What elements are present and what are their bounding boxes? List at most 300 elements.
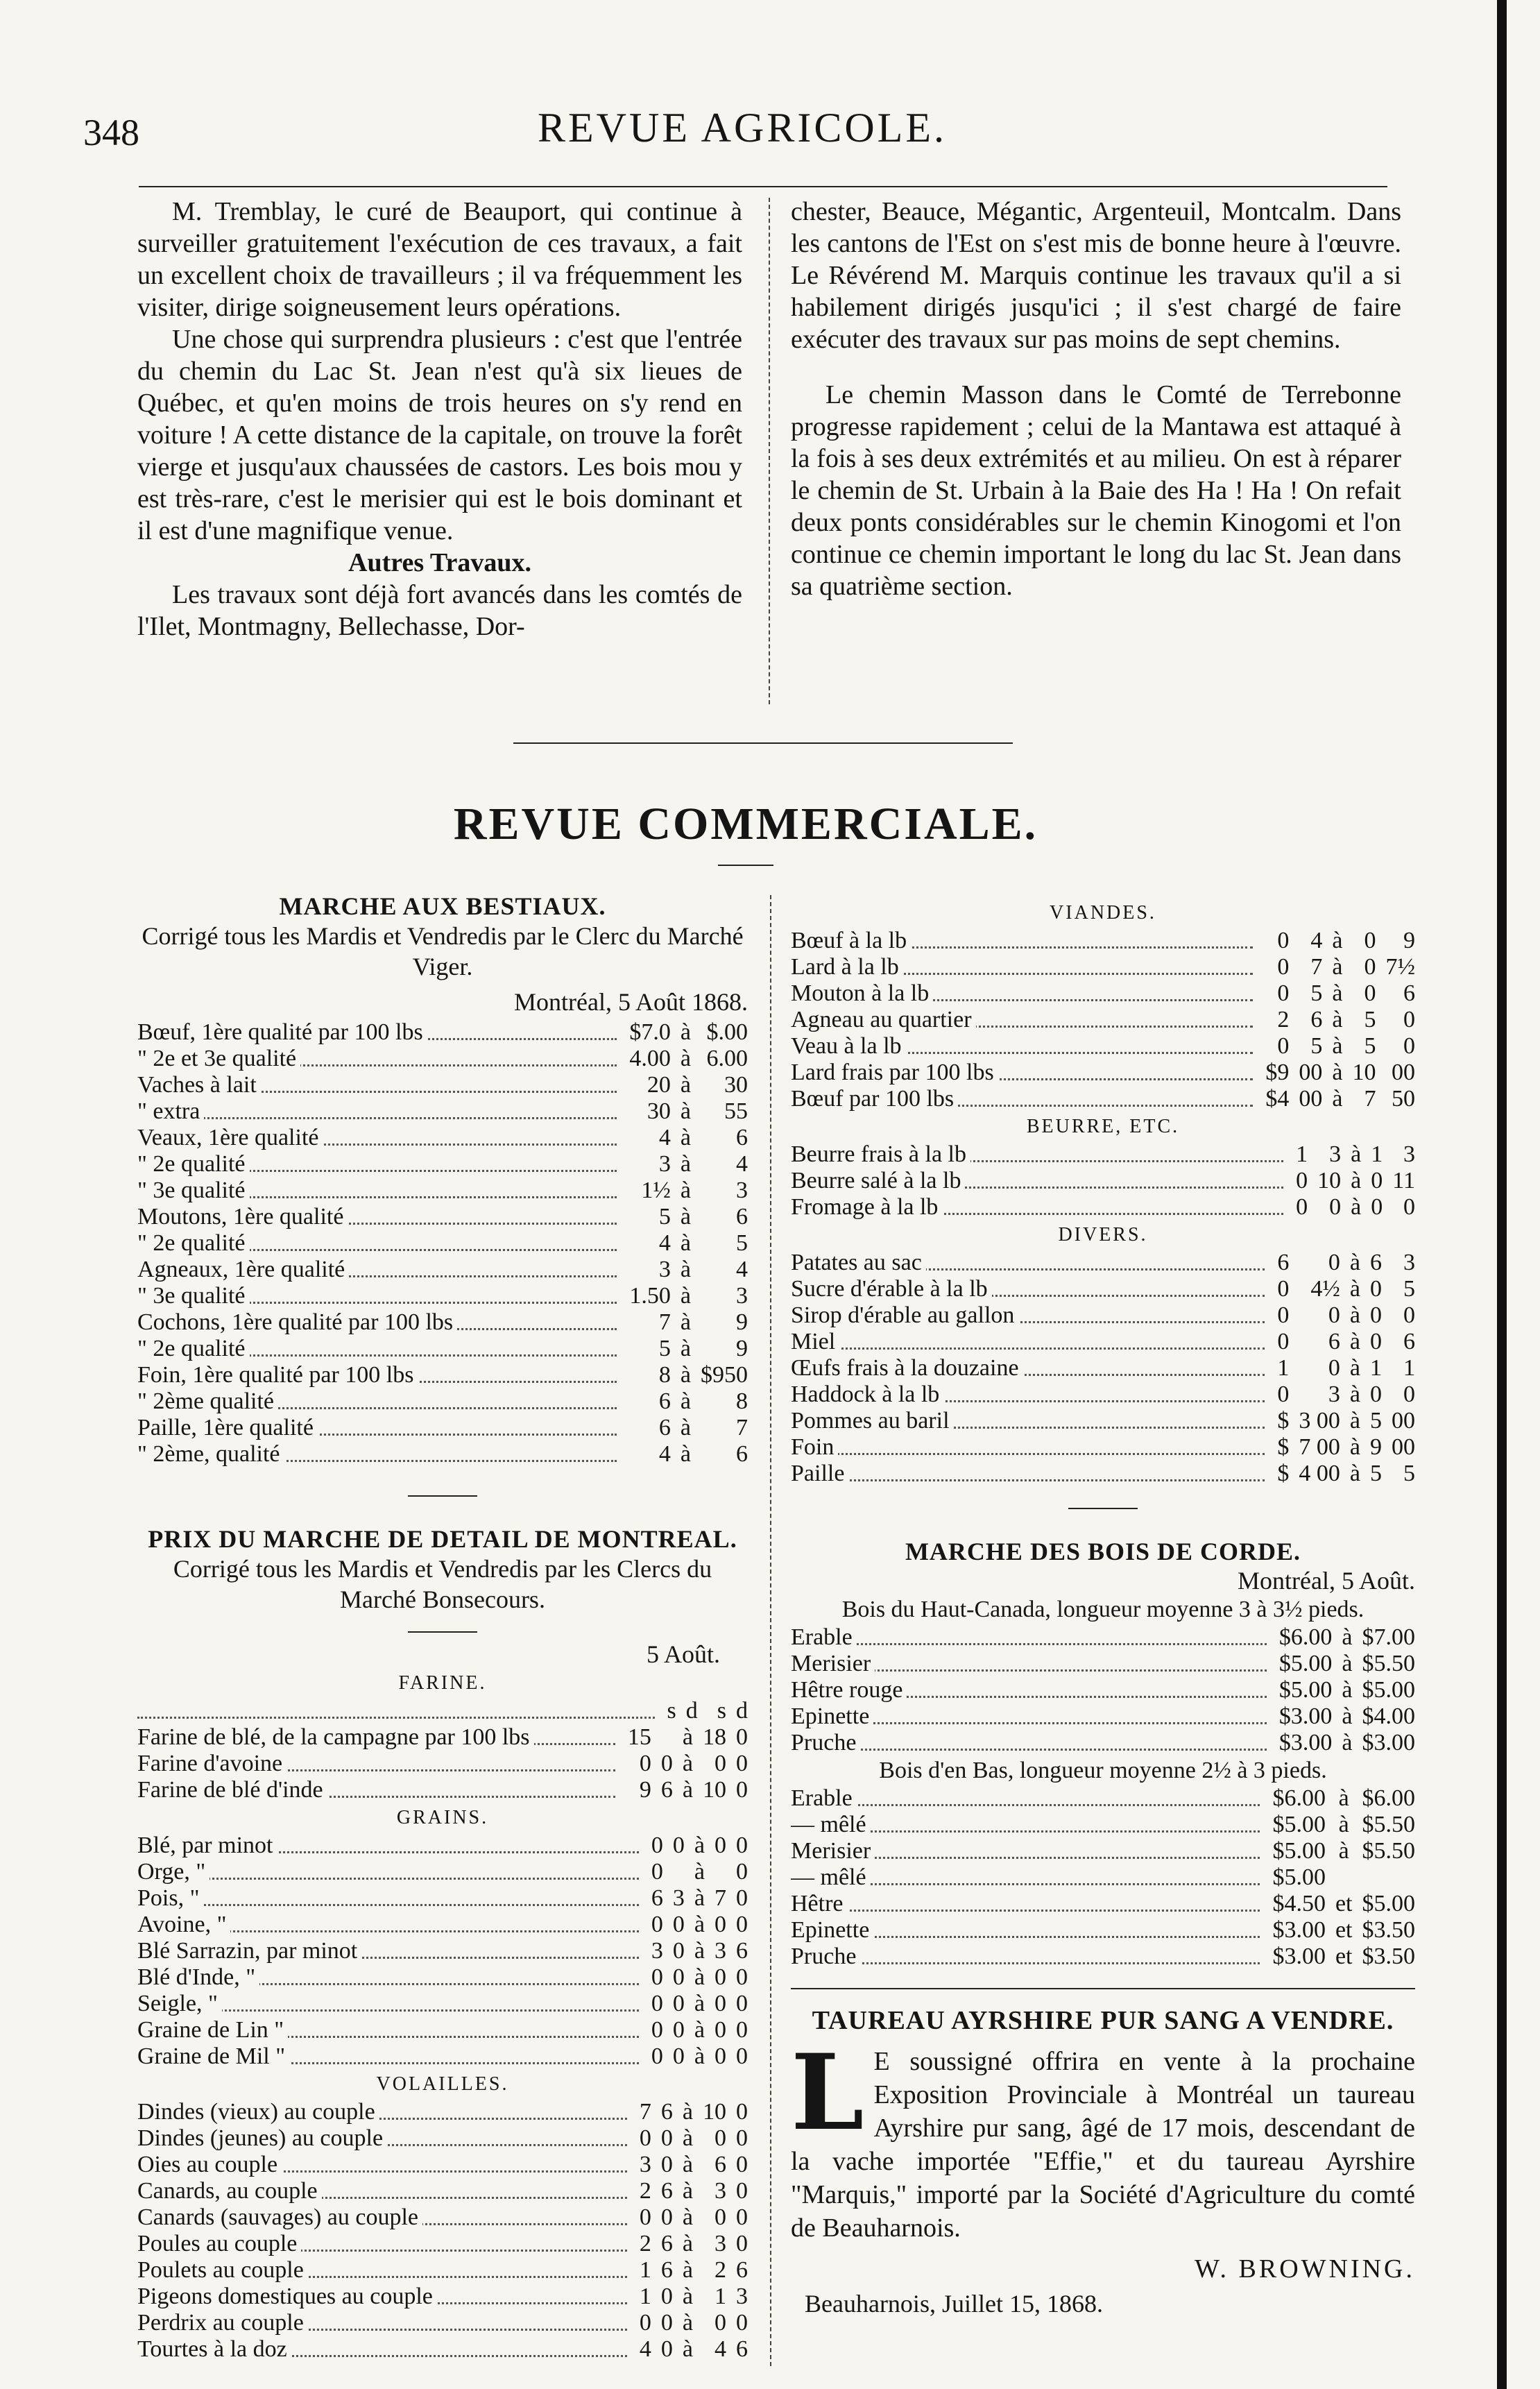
row-value: 0 [1364,954,1376,980]
section-rule [513,742,1013,744]
row-value: $4.50 [1272,1891,1326,1916]
row-value: 4 [736,1257,748,1282]
row-value: 3 [715,2178,726,2204]
table-row [791,1007,1415,1033]
row-value: 20 [647,1072,671,1098]
row-value: $5.00 [1272,1864,1326,1890]
table-row [137,2336,748,2363]
drop-cap: L [791,2032,864,2154]
row-value [651,1724,673,1751]
row-value: 0 [736,1964,748,1990]
row-value: 0 [736,2204,748,2230]
table-row [791,1891,1415,1917]
row-value: 6 [1403,980,1415,1006]
paragraph: chester, Beauce, Mégantic, Argenteuil, Montcalm. Dans les cantons de l'Est on s'est mis de bonne heure à l'œuvre. Le Révérend M. Marquis continue les travaux qu'il a si habilement dirigés jusqu'ici ; il s'est chargé de faire exécuter des travaux sur pas moins de sept chemins. [791,197,1401,354]
detail-note: Corrigé tous les Mardis et Vendredis par les Clercs du Marché Bonsecours. [173,1555,712,1613]
row-value: $ [1277,1408,1290,1434]
row-value: 4 [715,2336,726,2362]
row-value: 8 [658,1362,671,1388]
table-row [137,1415,748,1441]
row-value: 0 [715,2125,726,2151]
row-value: à [680,1178,691,1203]
row-value: 4 [658,1441,671,1467]
row-value [705,1859,726,1885]
row-value: 0 [1277,1276,1290,1302]
table-row [791,1408,1415,1434]
row-value: à [1342,1651,1353,1676]
row-label: Blé d'Inde, " [137,1964,259,1990]
row-value: à [694,1833,705,1858]
row-value: à [680,1309,691,1335]
row-value: $5.00 [1272,1838,1326,1864]
table-row [137,1098,748,1125]
bestiaux-note: Corrigé tous les Mardis et Vendredis par le Clerc du Marché Viger. [142,922,744,980]
table-row [791,1033,1415,1060]
row-value: à [1332,1086,1343,1112]
row-value: 0 [736,1991,748,2016]
row-label: Canards (sauvages) au couple [137,2204,422,2230]
row-value: $3.00 [1272,1917,1326,1943]
volailles-heading: VOLAILLES. [376,2073,509,2095]
row-label: Veau à la lb [791,1033,906,1059]
row-value: 50 [1392,1086,1415,1112]
row-label: Pommes au baril [791,1408,954,1434]
row-value: à [694,2043,705,2069]
row-value: 0 [1329,1194,1342,1220]
row-value [663,1859,685,1885]
table-row [791,1651,1415,1677]
place-date: Beauharnois, Juillet 15, 1868. [805,2290,1103,2318]
row-value: 0 [1364,980,1376,1006]
row-value: $ [1277,1461,1290,1486]
paragraph: M. Tremblay, le curé de Beauport, qui continue à surveiller gratuitement l'exécution de ces travaux, a fait un excellent choix de travailleurs ; il va fréquemment les visiter, dirige soigneusement leurs opérations. [137,197,742,322]
row-value: 5 [1370,1461,1382,1486]
row-value: à [694,1912,705,1937]
divers-heading: DIVERS. [1058,1224,1148,1245]
row-label: Agneau au quartier [791,1007,976,1032]
table-row [137,2231,748,2257]
row-value: $7.00 [1362,1624,1415,1650]
row-value: 6 [1403,1329,1415,1354]
row-value: à [1349,1329,1360,1354]
row-value: et [1335,1944,1353,1969]
row-value: 0 [715,1964,726,1990]
row-value: 5 [1364,1007,1376,1032]
row-value: à [680,1415,691,1440]
row-value: 0 [736,1912,748,1937]
row-value: 10 [1317,1168,1342,1193]
row-value: à [694,1885,705,1911]
table-row [137,1724,748,1751]
row-value: 1 [1371,1141,1383,1167]
row-value: 3 [639,2152,651,2177]
row-value: à [682,2152,693,2177]
table-row [137,2152,748,2178]
row-label: " 2e qualité [137,1336,250,1361]
grains-table [137,1833,748,2070]
page-number: 348 [83,112,139,153]
row-value: 0 [651,1859,663,1885]
row-value: 6 [660,1777,673,1803]
row-value: 0 [1403,1302,1415,1328]
row-value: à [694,1991,705,2016]
table-row [791,1461,1415,1487]
table-row [137,1991,748,2017]
table-row [137,1912,748,1938]
row-value: à [1332,954,1343,980]
title-rule [718,865,773,866]
table-row [137,1362,748,1388]
row-value: 5 [736,1230,748,1256]
row-value: 9 [1370,1434,1382,1460]
row-value: 4 [658,1125,671,1150]
paragraph: Une chose qui surprendra plusieurs : c'est que l'entrée du chemin du Lac St. Jean n'est qu'à six lieues de Québec, et qu'en moins de trois heures on s'y rend en voiture ! A cette distance de la capitale, on trouve la forêt vierge et jusqu'aux chaussées de castors. Les bois mou y est très-rare, c'est le merisier qui est le bois dominant et il est d'une magnifique venue. [137,325,742,545]
row-value: 0 [1403,1194,1415,1220]
separator [408,1495,477,1497]
row-value: à [680,1362,691,1388]
row-value: à [1349,1408,1360,1434]
row-value: $4.00 [1362,1703,1415,1729]
row-label: Vaches à lait [137,1072,261,1098]
row-value: 9 [736,1336,748,1361]
table-row [137,1046,748,1072]
row-label: Œufs frais à la douzaine [791,1355,1023,1381]
row-value: 5 [658,1336,671,1361]
paragraph: Le chemin Masson dans le Comté de Terrebonne progresse rapidement ; celui de la Mantawa est attaqué à la fois à ses deux extrémités et au milieu. On est à réparer le chemin de St. Urbain à la Baie des Ha ! Ha ! On refait deux ponts considérables sur le chemin Kinogomi et l'on continue ce chemin important le long du lac St. Jean dans sa quatrième section. [791,380,1401,601]
detail-date: 5 Août. [646,1640,720,1668]
row-value: 0 [1370,1329,1382,1354]
row-value: 3 [736,1283,748,1309]
row-value: à [1351,1194,1362,1220]
table-row [137,1833,748,1859]
row-value: 7 [736,1415,748,1440]
table-row [137,2284,748,2310]
row-value: à [682,2099,693,2125]
row-label: Merisier [791,1838,875,1864]
row-value: et [1335,1917,1353,1943]
row-label: Erable [791,1785,857,1811]
row-value: 0 [1277,980,1290,1006]
table-row [791,1381,1415,1408]
row-value: 0 [1370,1381,1382,1407]
table-row [791,1838,1415,1864]
row-value: à [1332,1033,1343,1059]
row-value: $5.00 [1362,1891,1415,1916]
row-label: Epinette [791,1917,873,1943]
row-value: $.00 [706,1019,748,1045]
row-value: 00 [1392,1434,1415,1460]
table-row [137,1072,748,1098]
row-value: 0 [1403,1381,1415,1407]
row-label: Orge, " [137,1859,209,1885]
row-value: à [682,2336,693,2362]
row-value: à [682,2310,693,2336]
paragraph: Les travaux sont déjà fort avancés dans les comtés de l'Ilet, Montmagny, Bellechasse, Dor- [137,580,742,641]
row-label: Bœuf par 100 lbs [791,1086,958,1112]
row-value: 0 [736,2125,748,2151]
row-value: 55 [724,1098,748,1124]
row-label: " 3e qualité [137,1178,250,1203]
taureau-ad [791,2032,1415,2245]
row-value: 0 [1371,1168,1383,1193]
row-value: à [680,1336,691,1361]
row-value: 6 [736,1125,748,1150]
row-value: 30 [724,1072,748,1098]
row-value: $3.00 [1278,1730,1333,1755]
row-value: 18 [703,1724,726,1750]
row-value: 2 [639,2178,651,2204]
row-value: 00 [1392,1408,1415,1434]
row-label: Hêtre rouge [791,1677,907,1703]
row-label: Sirop d'érable au gallon [791,1302,1018,1328]
row-label: Foin [791,1434,838,1460]
row-value: 0 [651,1833,663,1858]
row-value: $3.50 [1362,1917,1415,1943]
separator [1068,1508,1138,1509]
table-row [137,2310,748,2336]
row-value: 0 [1370,1302,1382,1328]
table-row [137,1964,748,1991]
row-value: 6 [658,1415,671,1440]
row-label: Bœuf à la lb [791,928,911,953]
row-value: à [1349,1434,1360,1460]
row-value: 0 [1403,1033,1415,1059]
row-value: 0 [736,1724,748,1750]
row-value: 0 [1328,1355,1340,1381]
column-divider [770,895,771,2366]
row-value: $4 [1265,1086,1290,1112]
row-label: Fromage à la lb [791,1194,942,1220]
row-value: à [682,2204,693,2230]
row-value: 3 [658,1257,671,1282]
row-label: Lard à la lb [791,954,903,980]
table-row [137,1859,748,1885]
row-label: Perdrix au couple [137,2310,308,2336]
row-value: 15 [627,1724,651,1750]
row-value: 2 [639,2231,651,2256]
row-value: 0 [651,1991,663,2016]
top-right-column [791,196,1401,602]
section-heading: Autres Travaux. [348,548,531,577]
row-value: 0 [715,1833,726,1858]
row-label: Farine d'avoine [137,1751,286,1776]
table-row [137,1388,748,1415]
row-value: à [682,1751,693,1776]
row-value: à [694,2017,705,2043]
row-value: $7.0 [629,1019,671,1045]
row-value: 0 [672,2043,685,2069]
row-value: 4 [658,1230,671,1256]
row-value: à [694,1938,705,1964]
row-value: $3.00 [1362,1730,1415,1755]
row-label: Paille, 1ère qualité [137,1415,318,1440]
row-value: à [680,1151,691,1177]
row-label: Epinette [791,1703,873,1729]
bois-title: MARCHE DES BOIS DE CORDE. [905,1538,1301,1565]
row-value: 6 [660,2178,673,2204]
row-value: 7½ [1385,954,1415,980]
row-label: " 2ème qualité [137,1388,278,1414]
row-label: Farine de blé, de la campagne par 100 lbs [137,1724,534,1750]
row-value: 0 [639,2310,651,2336]
table-row [791,1730,1415,1756]
row-value: à [680,1098,691,1124]
beurre-heading: BEURRE, ETC. [1026,1116,1180,1137]
row-label: Beurre salé à la lb [791,1168,965,1193]
table-row [791,1434,1415,1461]
bestiaux-title: MARCHE AUX BESTIAUX. [279,892,606,920]
row-value: à [1332,1060,1343,1085]
row-value: 6 [1370,1250,1382,1275]
row-label: Cochons, 1ère qualité par 100 lbs [137,1309,457,1335]
farine-heading: FARINE. [398,1672,487,1694]
row-label: Haddock à la lb [791,1381,943,1407]
row-value: 10 [1352,1060,1376,1085]
row-value: 6 [736,2336,748,2362]
top-left-column [137,196,742,643]
row-value: 0 [651,1964,663,1990]
divers-table [791,1250,1415,1487]
row-value: à [1342,1703,1353,1729]
row-value: à [1342,1624,1353,1650]
row-value: 2 [1277,1007,1290,1032]
revue-commerciale-title: REVUE COMMERCIALE. [453,799,1038,849]
col-head: d [736,1698,748,1724]
row-value: 3 [651,1938,663,1964]
row-value: à [1349,1381,1360,1407]
row-value: 0 [715,2017,726,2043]
row-value: 00 [1299,1060,1323,1085]
row-value: 7 [1310,954,1323,980]
page-header [83,104,1401,167]
row-value: à [1349,1355,1360,1381]
table-row [791,1785,1415,1812]
row-value: à [1349,1276,1360,1302]
row-value: 0 [672,1833,685,1858]
table-row [791,1250,1415,1276]
row-value: 9 [639,1777,651,1803]
taureau-title: TAUREAU AYRSHIRE PUR SANG A VENDRE. [812,2006,1394,2035]
table-row [791,1141,1415,1168]
row-value: 3 [1403,1141,1415,1167]
row-value: 0 [651,1912,663,1937]
row-value: $6.00 [1278,1624,1333,1650]
row-value: à [694,1964,705,1990]
table-row [791,1677,1415,1703]
row-value: 3 [658,1151,671,1177]
row-label: Graine de Mil " [137,2043,289,2069]
row-value: 00 [1299,1086,1323,1112]
row-value: 4 [736,1151,748,1177]
row-value: 5 [1403,1461,1415,1486]
row-label: Oies au couple [137,2152,282,2177]
header-rule [139,186,1387,187]
row-value: 0 [1277,954,1290,980]
row-value: à [682,2125,693,2151]
row-value: 6 [660,2257,673,2283]
row-value: 0 [736,2017,748,2043]
row-value: 0 [672,1991,685,2016]
table-row [137,1777,748,1803]
row-label: Miel [791,1329,839,1354]
row-value: 1 [639,2257,651,2283]
bois-haut-heading: Bois du Haut-Canada, longueur moyenne 3 à 3½ pieds. [841,1597,1364,1622]
row-label: Hêtre [791,1891,848,1916]
row-value [1353,1864,1416,1891]
row-label: Blé, par minot [137,1833,277,1858]
row-value: 0 [736,1885,748,1911]
row-value: 0 [1277,1329,1290,1354]
row-label: Seigle, " [137,1991,222,2016]
row-value: 4.00 [629,1046,671,1071]
row-label: Agneaux, 1ère qualité [137,1257,349,1282]
row-label: Poules au couple [137,2231,301,2256]
row-label: Poulets au couple [137,2257,308,2283]
row-value: 9 [736,1309,748,1335]
row-value: 0 [651,2017,663,2043]
table-row [137,2125,748,2152]
table-row [791,980,1415,1007]
bois-date: Montréal, 5 Août. [1238,1567,1415,1595]
row-value: 1.50 [629,1283,671,1309]
row-value: 1 [715,2284,726,2309]
row-value: à [680,1257,691,1282]
row-value: 6 [1328,1329,1340,1354]
row-value: 0 [736,2231,748,2256]
row-value: à [1351,1168,1362,1193]
row-value: $3.50 [1362,1944,1415,1969]
row-value: 0 [715,2310,726,2336]
row-value: 0 [660,1751,673,1776]
bestiaux-table [137,1019,748,1468]
row-value: $5.00 [1278,1651,1333,1676]
row-label: " 2e qualité [137,1151,250,1177]
table-row [791,1864,1415,1891]
row-value: à [682,2284,693,2309]
row-value: 0 [736,1751,748,1776]
row-value: à [682,1777,693,1803]
row-value: 0 [1296,1194,1308,1220]
table-row [137,1441,748,1468]
row-label: Pigeons domestiques au couple [137,2284,437,2309]
row-value: à [680,1125,691,1150]
table-row [791,1624,1415,1651]
row-value: 4 00 [1299,1461,1340,1486]
row-value: 0 [715,1991,726,2016]
row-value: 5 [1403,1276,1415,1302]
row-value: à [680,1230,691,1256]
row-value: 0 [672,1938,685,1964]
row-value: 4 [639,2336,651,2362]
row-value: à [682,2178,693,2204]
row-value: 1 [639,2284,651,2309]
row-value: à [1338,1785,1349,1811]
row-value: 0 [715,2043,726,2069]
row-value: à [1349,1302,1360,1328]
row-value: à [1349,1461,1360,1486]
row-value: 6 [651,1885,663,1911]
viandes-heading: VIANDES. [1050,902,1156,924]
table-row [137,1309,748,1336]
column-divider [769,198,770,704]
row-value: 6 [736,2257,748,2283]
row-label: Pois, " [137,1885,203,1911]
row-value: à [1332,1007,1343,1032]
row-label: Bœuf, 1ère qualité par 100 lbs [137,1019,427,1045]
row-value: 6 [736,1204,748,1230]
row-value: 0 [736,2099,748,2125]
row-value: 3 [1328,1381,1340,1407]
